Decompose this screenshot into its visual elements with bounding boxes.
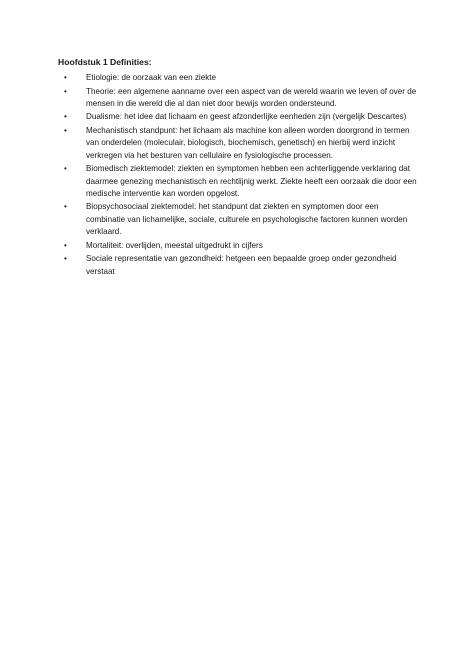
definition-item [58, 125, 418, 162]
definition-text: Biopsychosociaal ziektemodel: het standpunt dat ziekten en symptomen door een combinatie van lichamelijke, sociale, culturele en psychologische factoren kunnen worden verklaard. [86, 202, 408, 237]
bullet-icon: • [64, 202, 67, 212]
chapter-heading: Hoofdstuk 1 Definities: [58, 57, 152, 67]
bullet-icon: • [64, 112, 67, 122]
definition-text: Mortaliteit: overlijden, meestal uitgedrukt in cijfers [86, 240, 263, 250]
definition-text: Mechanistisch standpunt: het lichaam als machine kon alleen worden doorgrond in termen van onderdelen (moleculair, biologisch, biochemisch, genetisch) en hierbij werd inzicht verkregen via het besturen van cellulaire en fysiologische processen. [86, 126, 410, 160]
bullet-icon: • [64, 240, 67, 250]
bullet-icon: • [64, 86, 67, 96]
definition-text: Etiologie: de oorzaak van een ziekte [86, 73, 217, 82]
definitions-list [58, 72, 418, 278]
definition-text: Dualisme: het idee dat lichaam en geest afzonderlijke eenheden zijn (vergelijk Descartes) [86, 112, 407, 122]
definition-text: Biomedisch ziektemodel: ziekten en symptomen hebben een achterliggende verklaring dat daarmee genezing mechanistisch en rechtlijnig werkt. Ziekte heeft een oorzaak die door een medische interventie kan worden opgelost. [86, 164, 417, 198]
bullet-icon: • [64, 254, 67, 264]
definition-item [58, 201, 418, 238]
definition-item [58, 72, 418, 84]
bullet-icon: • [64, 164, 67, 174]
definition-text: Sociale representatie van gezondheid: hetgeen een bepaalde groep onder gezondheid verstaat [86, 254, 397, 276]
bullet-icon: • [64, 126, 67, 136]
definition-item [58, 253, 418, 278]
definition-item [58, 111, 418, 123]
definition-text: Theorie: een algemene aanname over een aspect van de wereld waarin we leven of over de mensen in die wereld die al dan niet door bewijs worden ondersteund. [86, 86, 417, 108]
document-content [58, 56, 418, 279]
definition-item [58, 163, 418, 200]
bullet-icon: • [64, 73, 67, 82]
definition-item [58, 86, 418, 111]
definition-item [58, 240, 418, 252]
